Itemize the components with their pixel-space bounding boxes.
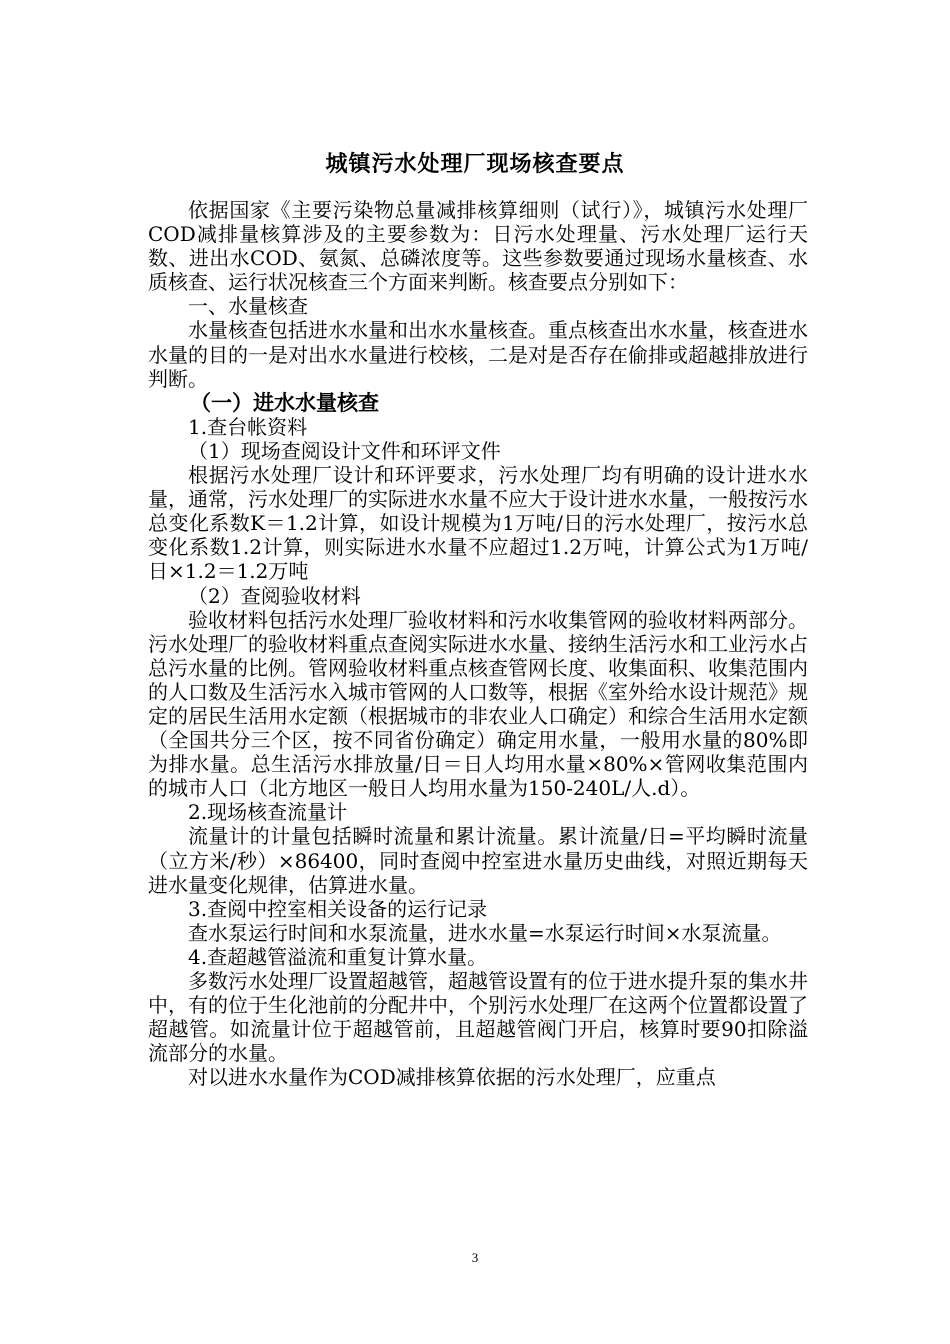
design-docs-paragraph: 根据污水处理厂设计和环评要求，污水处理厂均有明确的设计进水水量，通常，污水处理厂的实际进水水量不应大于设计进水水量，一般按污水总变化系数K＝1.2计算，如设计规模为1万吨/日的污水处理厂，按污水总变化系数1.2计算，则实际进水水量不应超过1.2万吨，计算公式为1万吨/日×1.2＝1.2万吨 [148, 463, 808, 584]
item-heading-control-room: 3.查阅中控室相关设备的运行记录 [188, 896, 488, 921]
section-heading-water-volume: 一、水量核查 [188, 294, 308, 319]
item-heading-bypass: 4.查超越管溢流和重复计算水量。 [188, 944, 488, 969]
control-room-paragraph: 查水泵运行时间和水泵流量，进水水量=水泵运行时间×水泵流量。 [188, 920, 782, 945]
item-heading-ledger: 1.查台帐资料 [188, 414, 308, 439]
flowmeter-paragraph: 流量计的计量包括瞬时流量和累计流量。累计流量/日=平均瞬时流量（立方米/秒）×86400，同时查阅中控室进水量历史曲线，对照近期每天进水量变化规律，估算进水量。 [148, 824, 808, 897]
item-heading-flowmeter: 2.现场核查流量计 [188, 800, 348, 825]
page-title: 城镇污水处理厂现场核查要点 [325, 151, 625, 177]
page-number: 3 [471, 1250, 479, 1265]
document-body [148, 198, 808, 1089]
bypass-paragraph: 多数污水处理厂设置超越管，超越管设置有的位于进水提升泵的集水井中，有的位于生化池前的分配井中，个别污水处理厂在这两个位置都设置了超越管。如流量计位于超越管前，且超越管阀门开启，核算时要90扣除溢流部分的水量。 [148, 969, 808, 1066]
subsection-heading-inflow: （一）进水水量核查 [190, 389, 379, 415]
closing-paragraph: 对以进水水量作为COD减排核算依据的污水处理厂，应重点 [188, 1065, 716, 1090]
water-volume-paragraph: 水量核查包括进水水量和出水水量核查。重点核查出水水量，核查进水水量的目的一是对出水水量进行校核，二是对是否存在偷排或超越排放进行判断。 [148, 318, 808, 391]
intro-paragraph: 依据国家《主要污染物总量减排核算细则（试行）》，城镇污水处理厂COD减排量核算涉及的主要参数为：日污水处理量、污水处理厂运行天数、进出水COD、氨氮、总磷浓度等。这些参数要通过现场水量核查、水质核查、运行状况核查三个方面来判断。核查要点分别如下： [148, 198, 808, 295]
subitem-heading-acceptance: （2）查阅验收材料 [188, 583, 361, 608]
subitem-heading-design-docs: （1）现场查阅设计文件和环评文件 [188, 438, 501, 463]
acceptance-paragraph: 验收材料包括污水处理厂验收材料和污水收集管网的验收材料两部分。污水处理厂的验收材料重点查阅实际进水水量、接纳生活污水和工业污水占总污水量的比例。管网验收材料重点核查管网长度、收集面积、收集范围内的人口数及生活污水入城市管网的人口数等，根据《室外给水设计规范》规定的居民生活用水定额（根据城市的非农业人口确定）和综合生活用水定额（全国共分三个区，按不同省份确定）确定用水量，一般用水量的80%即为排水量。总生活污水排放量/日＝日人均用水量×80%×管网收集范围内的城市人口（北方地区一般日人均用水量为150-240L/人.d）。 [148, 607, 808, 801]
